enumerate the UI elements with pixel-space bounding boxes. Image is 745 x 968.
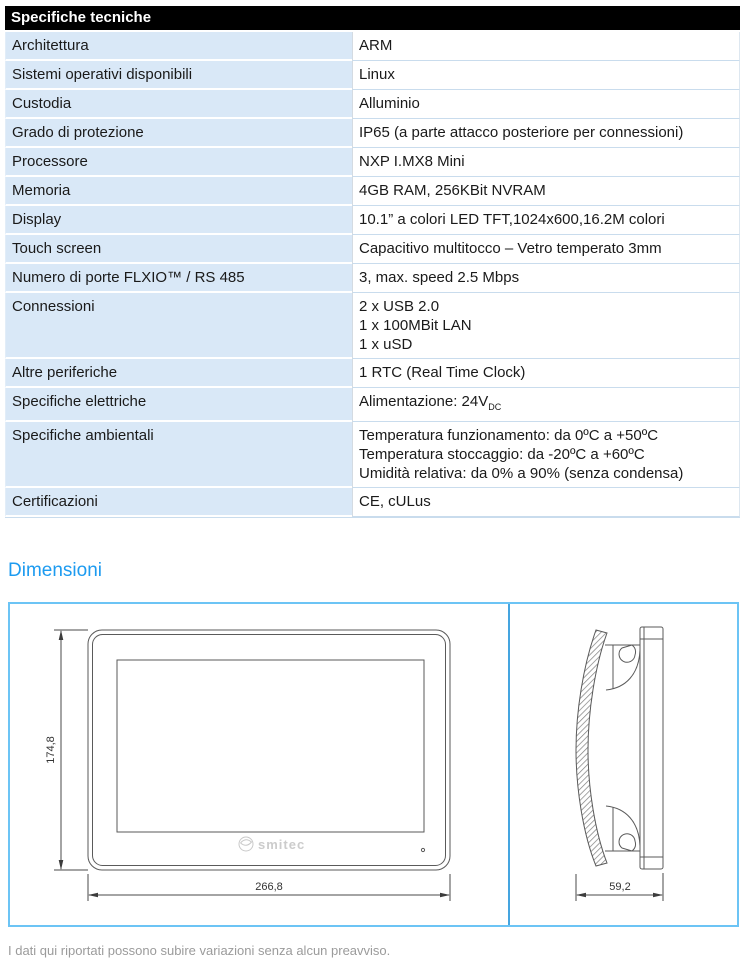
table-row — [5, 264, 740, 293]
spec-label: Custodia — [5, 90, 352, 119]
spec-value: Temperatura funzionamento: da 0ºC a +50ºC Temperatura stoccaggio: da -20ºC a +60ºC Umidità relativa: da 0% a 90% (senza condensa) — [352, 422, 740, 488]
spec-value: CE, cULus — [352, 488, 740, 517]
spec-value: Alluminio — [352, 90, 740, 119]
spec-value: 4GB RAM, 256KBit NVRAM — [352, 177, 740, 206]
table-row — [5, 148, 740, 177]
logo-text: smitec — [258, 837, 306, 852]
front-panel-outline — [88, 630, 450, 870]
mounting-clamp-top — [605, 645, 640, 690]
spec-value: Alimentazione: $24V_{DC}$ — [352, 388, 740, 422]
spec-value: 10.1” a colori LED TFT,1024x600,16.2M colori — [352, 206, 740, 235]
spec-label: Display — [5, 206, 352, 235]
spec-value: IP65 (a parte attacco posteriore per connessioni) — [352, 119, 740, 148]
table-row — [5, 32, 740, 61]
spec-label: Grado di protezione — [5, 119, 352, 148]
table-row — [5, 422, 740, 488]
height-dimension — [45, 630, 88, 870]
table-row — [5, 359, 740, 388]
height-dimension-label: 174,8 — [45, 736, 57, 764]
spec-label: Altre periferiche — [5, 359, 352, 388]
disclaimer-note: I dati qui riportati possono subire variazioni senza alcun preavviso. — [8, 943, 391, 958]
table-row — [5, 177, 740, 206]
table-row — [5, 293, 740, 359]
table-row — [5, 119, 740, 148]
spec-label: Sistemi operativi disponibili — [5, 61, 352, 90]
mounting-clamp-bottom — [605, 806, 640, 851]
width-dimension — [88, 874, 450, 901]
table-row — [5, 206, 740, 235]
spec-label: Memoria — [5, 177, 352, 206]
depth-dimension-label: 59,2 — [609, 881, 631, 893]
spec-label: Certificazioni — [5, 488, 352, 517]
spec-value: 3, max. speed 2.5 Mbps — [352, 264, 740, 293]
spec-label: Specifiche ambientali — [5, 422, 352, 488]
front-view-drawing — [10, 604, 510, 925]
spec-value: 2 x USB 2.0 1 x 100MBit LAN 1 x uSD — [352, 293, 740, 359]
depth-dimension — [576, 873, 663, 901]
spec-table — [5, 6, 740, 518]
side-view-drawing — [510, 604, 737, 925]
width-dimension-label: 266,8 — [255, 881, 283, 893]
table-row — [5, 235, 740, 264]
table-row — [5, 90, 740, 119]
spec-value: Linux — [352, 61, 740, 90]
dimensions-heading: Dimensioni — [8, 560, 102, 581]
smitec-logo — [239, 837, 305, 852]
front-view-svg — [10, 604, 506, 923]
spec-label: Connessioni — [5, 293, 352, 359]
spec-label: Architettura — [5, 32, 352, 61]
front-panel-bezel — [93, 635, 446, 866]
spec-value: NXP I.MX8 Mini — [352, 148, 740, 177]
rear-plate — [640, 627, 663, 869]
table-row — [5, 388, 740, 422]
table-row — [5, 61, 740, 90]
table-title: Specifiche tecniche — [5, 6, 740, 30]
table-body — [5, 32, 740, 517]
front-bezel-profile — [576, 630, 607, 866]
indicator-dot — [421, 848, 424, 851]
spec-label: Processore — [5, 148, 352, 177]
spec-value: ARM — [352, 32, 740, 61]
spec-label: Numero di porte FLXIO™ / RS 485 — [5, 264, 352, 293]
side-view-svg — [510, 604, 733, 923]
table-row — [5, 488, 740, 517]
spec-label: Touch screen — [5, 235, 352, 264]
spec-value: 1 RTC (Real Time Clock) — [352, 359, 740, 388]
spec-value: Capacitivo multitocco – Vetro temperato 3mm — [352, 235, 740, 264]
screen-outline — [117, 660, 424, 832]
logo-swirl-wave — [241, 840, 252, 846]
spec-label: Specifiche elettriche — [5, 388, 352, 422]
dimensions-figure — [8, 602, 739, 927]
